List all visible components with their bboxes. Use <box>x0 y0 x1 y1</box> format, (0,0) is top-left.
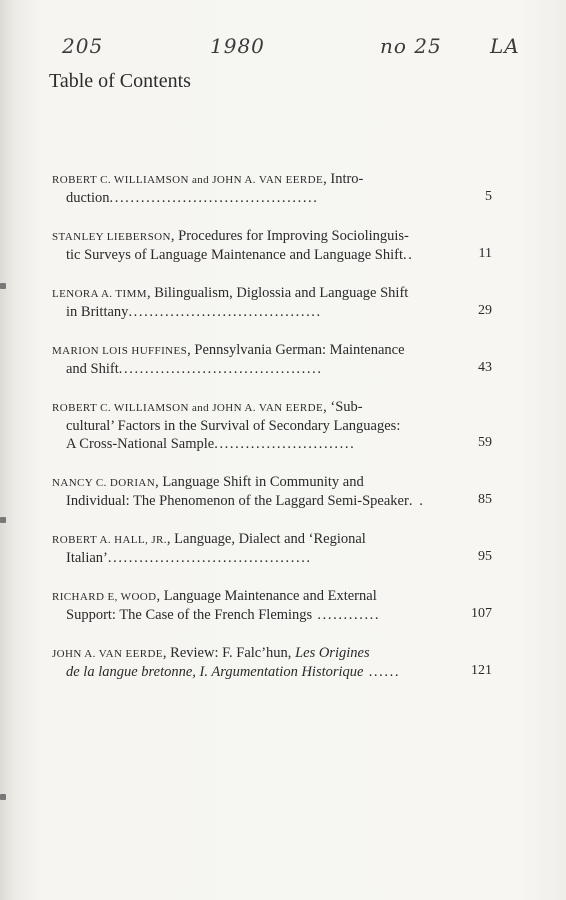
entry-title: cultural’ Factors in the Survival of Secondary Languages: <box>66 418 401 434</box>
toc-entry <box>52 398 492 453</box>
leader-dots: . . <box>408 493 425 509</box>
entry-line <box>52 473 437 492</box>
entry-line <box>52 189 437 207</box>
author-name: ROBERT A. HALL, JR. <box>52 534 167 546</box>
handwritten-note-3: no 25 <box>380 34 442 58</box>
entry-line <box>52 227 437 246</box>
entry-text <box>52 398 437 453</box>
author-name-2: JOHN A. VAN EERDE <box>212 174 324 186</box>
entry-line <box>52 417 437 435</box>
entry-title: , Intro- <box>323 171 364 187</box>
author-name-2: JOHN A. VAN EERDE <box>212 402 324 414</box>
entry-title: and Shift <box>66 361 119 377</box>
handwritten-note-2: 1980 <box>210 34 265 58</box>
entry-line <box>52 284 437 303</box>
entry-line <box>52 492 437 510</box>
entry-title: , Procedures for Improving Sociolinguis- <box>170 228 409 244</box>
leader-dots: ............ <box>312 607 381 623</box>
margin-mark <box>0 283 6 289</box>
page-number: 43 <box>478 360 492 375</box>
entry-line <box>52 341 437 360</box>
author-connector: and <box>188 174 213 186</box>
entry-text <box>52 587 437 624</box>
page-number: 121 <box>471 663 492 678</box>
page-title: Table of Contents <box>49 70 191 92</box>
entry-line <box>52 303 437 321</box>
leader-dots: .. <box>403 247 414 263</box>
author-name: STANLEY LIEBERSON <box>52 231 171 243</box>
entry-line <box>52 435 437 453</box>
page-number: 29 <box>478 303 492 318</box>
page-number: 107 <box>471 606 492 621</box>
leader-dots: ........................................ <box>109 190 319 206</box>
entry-text <box>52 170 437 207</box>
leader-dots: ....................................... <box>118 361 323 377</box>
page-number: 85 <box>478 492 492 507</box>
leader-dots: ..................................... <box>128 304 322 320</box>
entry-line <box>52 549 437 567</box>
entry-text <box>52 644 437 681</box>
page-number: 11 <box>478 246 492 261</box>
toc-entry <box>52 341 492 378</box>
toc-entry <box>52 170 492 207</box>
page-number: 95 <box>478 549 492 564</box>
author-name: ROBERT C. WILLIAMSON <box>52 402 189 414</box>
leader-dots: ........................... <box>214 436 356 452</box>
entry-line <box>52 360 437 378</box>
toc-entry <box>52 644 492 681</box>
entry-line <box>52 530 437 549</box>
entry-line <box>52 170 437 189</box>
page-number: 59 <box>478 435 492 450</box>
author-name: ROBERT C. WILLIAMSON <box>52 174 189 186</box>
entry-line <box>52 398 437 417</box>
table-of-contents <box>52 170 492 701</box>
toc-entry <box>52 227 492 264</box>
entry-title: , Review: F. Falc’hun, <box>162 645 296 661</box>
entry-text <box>52 530 437 567</box>
entry-title: , Language, Dialect and ‘Regional <box>166 531 366 547</box>
entry-text <box>52 341 437 378</box>
entry-line <box>52 606 437 624</box>
toc-entry <box>52 587 492 624</box>
entry-title: in Brittany <box>66 304 129 320</box>
author-name: NANCY C. DORIAN <box>52 477 156 489</box>
entry-text <box>52 227 437 264</box>
margin-mark <box>0 517 6 523</box>
entry-title: Italian’ <box>66 550 108 566</box>
entry-title: , Language Shift in Community and <box>155 474 364 490</box>
entry-text <box>52 284 437 321</box>
toc-entry <box>52 284 492 321</box>
entry-line <box>52 644 437 663</box>
entry-title: Support: The Case of the French Flemings <box>66 607 313 623</box>
page-number: 5 <box>485 189 492 204</box>
entry-title: , Language Maintenance and External <box>156 588 377 604</box>
author-name: RICHARD E, WOOD <box>52 591 157 603</box>
entry-title-italic: Les Origines <box>295 645 370 661</box>
author-name: JOHN A. VAN EERDE <box>52 648 163 660</box>
entry-title: , Pennsylvania German: Maintenance <box>187 342 405 358</box>
author-connector: and <box>188 402 213 414</box>
entry-title: duction <box>66 190 110 206</box>
entry-title: A Cross-National Sample <box>66 436 215 452</box>
entry-line <box>52 587 437 606</box>
leader-dots: ...... <box>363 664 401 680</box>
entry-title: Individual: The Phenomenon of the Laggard Semi-Speaker <box>66 493 409 509</box>
entry-title: tic Surveys of Language Maintenance and Language Shift <box>66 247 404 263</box>
toc-entry <box>52 530 492 567</box>
toc-entry <box>52 473 492 510</box>
entry-title: , ‘Sub- <box>323 399 363 415</box>
entry-title-italic: de la langue bretonne, I. Argumentation Historique <box>66 664 364 680</box>
entry-line <box>52 246 437 264</box>
author-name: LENORA A. TIMM <box>52 288 147 300</box>
entry-title: , Bilingualism, Diglossia and Language Shift <box>146 285 409 301</box>
entry-line <box>52 663 437 681</box>
handwritten-note-4: LA <box>490 34 520 58</box>
leader-dots: ....................................... <box>107 550 312 566</box>
author-name: MARION LOIS HUFFINES <box>52 345 188 357</box>
entry-text <box>52 473 437 510</box>
margin-mark <box>0 794 6 800</box>
handwritten-note-1: 205 <box>62 34 104 58</box>
